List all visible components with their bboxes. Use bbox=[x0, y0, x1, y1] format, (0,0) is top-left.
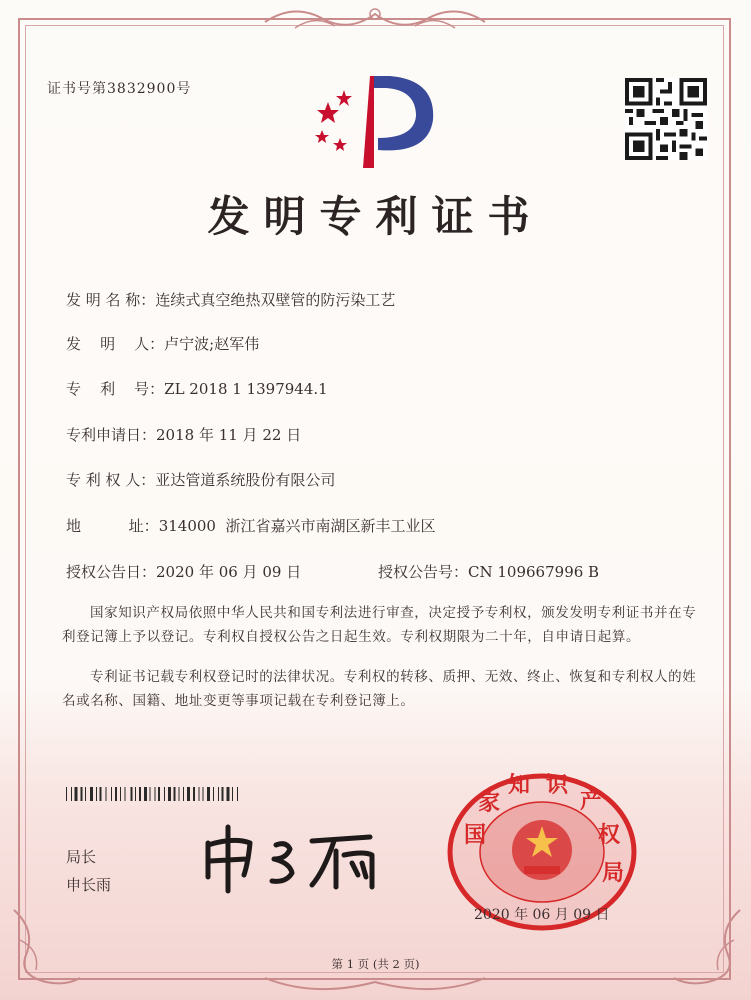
inventor-label: 发 明 人： bbox=[66, 335, 165, 353]
bottom-center-ornament bbox=[255, 972, 495, 998]
seal-date: 2020 年 06 月 09 日 bbox=[474, 907, 610, 923]
filing-date-label: 专利申请日： bbox=[66, 426, 157, 444]
patentee-label: 专 利 权 人： bbox=[66, 471, 156, 489]
director-signature bbox=[194, 815, 394, 895]
patentee-row bbox=[66, 469, 335, 490]
svg-text:家: 家 bbox=[478, 790, 501, 816]
invention-name-value: 连续式真空绝热双壁管的防污染工艺 bbox=[155, 291, 396, 309]
patent-office-logo bbox=[308, 72, 443, 172]
inventor-value: 卢宁波;赵军伟 bbox=[164, 335, 260, 353]
grant-number-label: 授权公告号： bbox=[378, 563, 469, 581]
grant-date-value: 2020 年 06 月 09 日 bbox=[156, 563, 302, 581]
barcode bbox=[66, 787, 274, 801]
certificate-title: 发明专利证书 bbox=[207, 192, 544, 241]
address-row bbox=[66, 515, 436, 536]
page-indicator: 第 1 页 (共 2 页) bbox=[331, 957, 420, 971]
grant-number-value: CN 109667996 B bbox=[468, 563, 600, 581]
svg-text:知: 知 bbox=[508, 772, 531, 798]
patent-number-row bbox=[66, 378, 328, 399]
certificate-number: 证书号第3832900号 bbox=[47, 81, 192, 97]
director-name: 申长雨 bbox=[66, 876, 112, 894]
svg-text:权: 权 bbox=[598, 822, 621, 848]
address-value: 314000 浙江省嘉兴市南湖区新丰工业区 bbox=[158, 517, 436, 535]
patent-number-label: 专 利 号： bbox=[66, 380, 165, 398]
filing-date-row bbox=[66, 424, 301, 445]
address-label: 地 址： bbox=[66, 517, 159, 535]
grant-date-label: 授权公告日： bbox=[66, 563, 157, 581]
svg-text:识: 识 bbox=[546, 772, 569, 798]
inventor-row bbox=[66, 333, 259, 354]
svg-text:国: 国 bbox=[464, 822, 487, 848]
director-title: 局长 bbox=[66, 848, 97, 866]
patent-number-value: ZL 2018 1 1397944.1 bbox=[164, 380, 328, 398]
top-ornament bbox=[255, 2, 495, 38]
statement-paragraph-1: 国家知识产权局依照中华人民共和国专利法进行审查，决定授予专利权，颁发发明专利证书并在专利登记簿上予以登记。专利权自授权公告之日起生效。专利权期限为二十年，自申请日起算。 bbox=[62, 605, 697, 645]
bottom-right-ornament bbox=[668, 900, 748, 990]
grant-number-row bbox=[378, 561, 599, 582]
invention-name-row bbox=[66, 289, 395, 310]
svg-text:产: 产 bbox=[580, 788, 603, 814]
bottom-left-ornament bbox=[6, 900, 86, 990]
statement-paragraph-2: 专利证书记载专利权登记时的法律状况。专利权的转移、质押、无效、终止、恢复和专利权人的姓名或名称、国籍、地址变更等事项记载在专利登记簿上。 bbox=[62, 669, 697, 709]
qr-code bbox=[625, 78, 707, 160]
grant-date-row bbox=[66, 561, 301, 582]
invention-name-label: 发 明 名 称： bbox=[66, 291, 156, 309]
patentee-value: 亚达管道系统股份有限公司 bbox=[155, 471, 336, 489]
svg-text:局: 局 bbox=[602, 860, 625, 886]
filing-date-value: 2018 年 11 月 22 日 bbox=[156, 426, 302, 444]
